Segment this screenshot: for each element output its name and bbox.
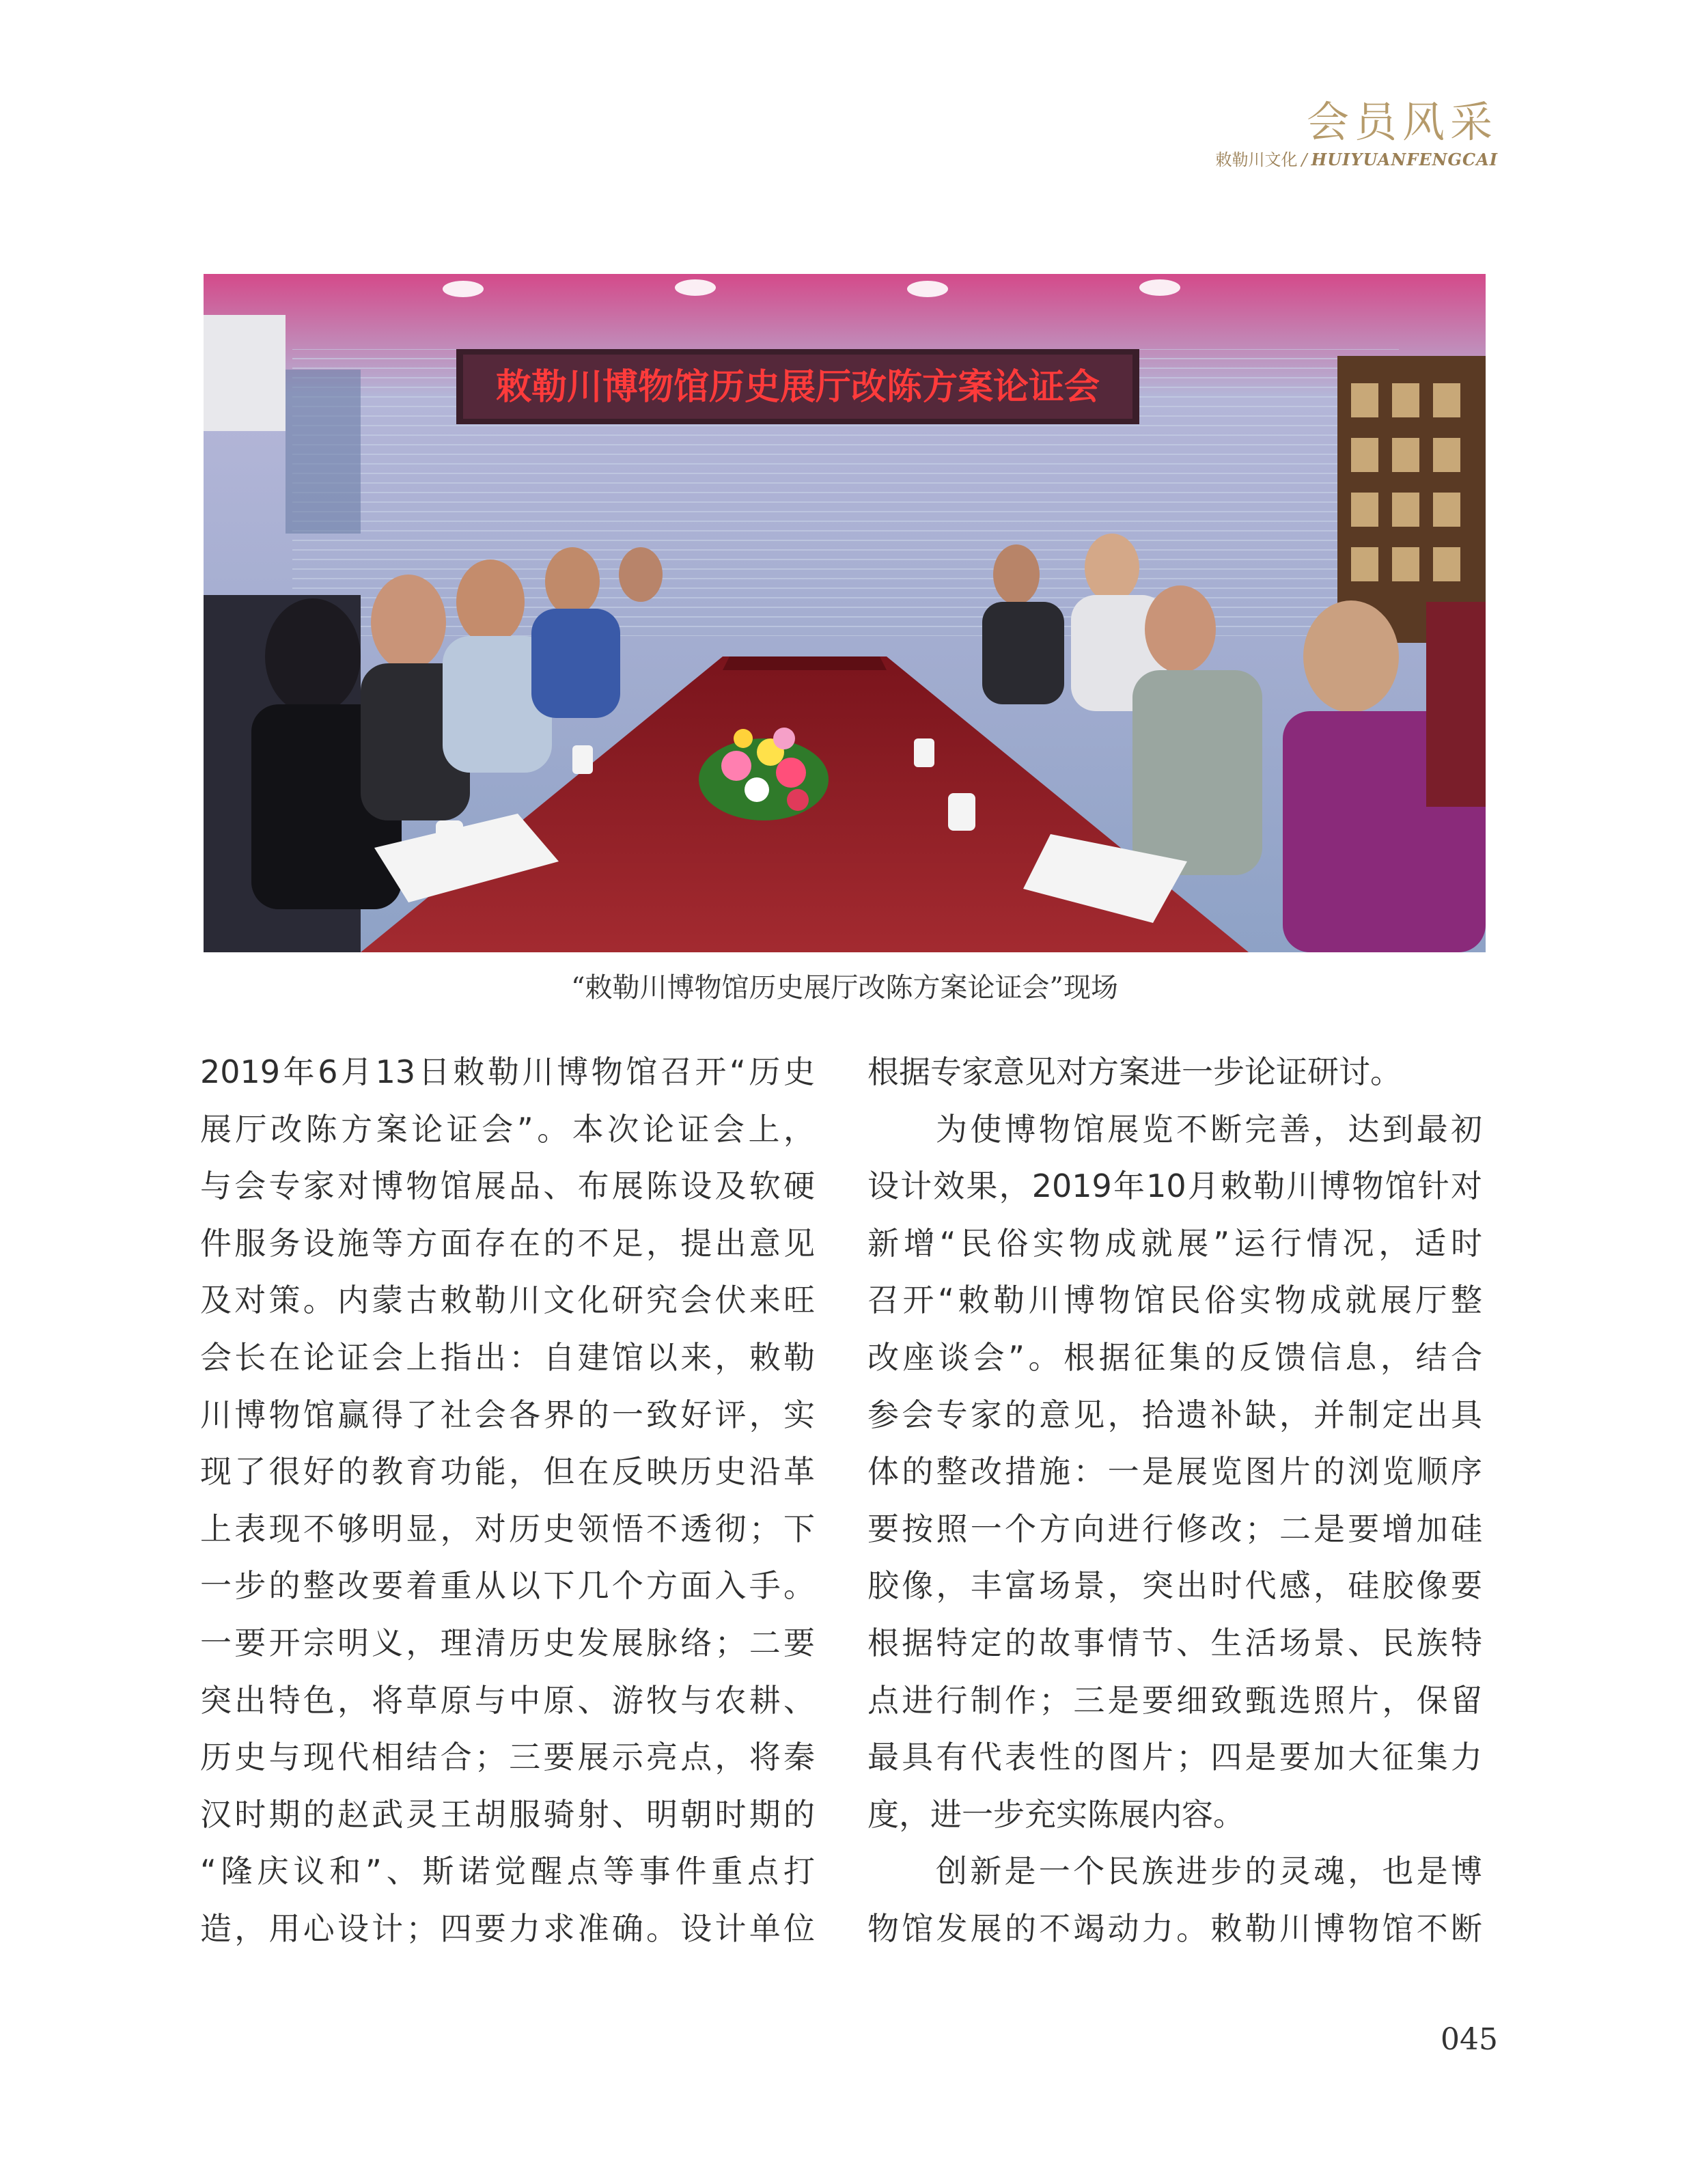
article-left-column <box>200 1044 815 1958</box>
article-line: 上表现不够明显，对历史领悟不透彻；下 <box>200 1510 815 1547</box>
meeting-photo <box>204 274 1486 952</box>
subtitle-separator: / <box>1301 150 1307 169</box>
article-line: 展厅改陈方案论证会”。本次论证会上， <box>200 1110 815 1148</box>
article-line: “隆庆议和”、斯诺觉醒点等事件重点打 <box>200 1853 815 1890</box>
article-line: 设计效果，2019年10月敕勒川博物馆针对 <box>867 1167 1482 1205</box>
article-line: 汉时期的赵武灵王胡服骑射、明朝时期的 <box>200 1795 815 1833</box>
article-right-column <box>867 1044 1482 1958</box>
article-line: 一步的整改要着重从以下几个方面入手。 <box>200 1567 815 1605</box>
banner-text: 敕勒川博物馆历史展厅改陈方案论证会 <box>495 367 1100 408</box>
article-line: 现了很好的教育功能，但在反映历史沿革 <box>200 1453 815 1491</box>
article-line: 胶像，丰富场景，突出时代感，硅胶像要 <box>867 1567 1482 1605</box>
page-number: 045 <box>1441 2022 1498 2057</box>
article-line: 根据特定的故事情节、生活场景、民族特 <box>867 1624 1482 1661</box>
article-line: 点进行制作；三是要细致甄选照片，保留 <box>867 1681 1482 1719</box>
article-line: 件服务设施等方面存在的不足，提出意见 <box>200 1224 815 1262</box>
article-line: 参会专家的意见，拾遗补缺，并制定出具 <box>867 1396 1482 1433</box>
article-line: 体的整改措施：一是展览图片的浏览顺序 <box>867 1453 1482 1491</box>
photo-caption: “敕勒川博物馆历史展厅改陈方案论证会”现场 <box>571 972 1118 1004</box>
article-line: 根据专家意见对方案进一步论证研讨。 <box>867 1053 1402 1090</box>
section-title: 会员风采 <box>1306 97 1498 147</box>
article-line: 2019年6月13日敕勒川博物馆召开“历史 <box>200 1053 815 1090</box>
article-line: 召开“敕勒川博物馆民俗实物成就展厅整 <box>867 1282 1482 1319</box>
article-line: 历史与现代相结合；三要展示亮点，将秦 <box>200 1739 815 1776</box>
article-line: 新增“民俗实物成就展”运行情况，适时 <box>867 1224 1482 1262</box>
meeting-photo-illustration <box>204 274 1486 952</box>
article-line: 物馆发展的不竭动力。敕勒川博物馆不断 <box>867 1909 1482 1947</box>
article-line: 一要开宗明义，理清历史发展脉络；二要 <box>200 1624 815 1661</box>
article-line: 与会专家对博物馆展品、布展陈设及软硬 <box>200 1167 815 1205</box>
section-subtitle <box>1215 152 1498 168</box>
article-paragraph-start: 创新是一个民族进步的灵魂，也是博 <box>936 1853 1482 1890</box>
article-line: 突出特色，将草原与中原、游牧与农耕、 <box>200 1681 815 1719</box>
article-line: 会长在论证会上指出：自建馆以来，敕勒 <box>200 1338 815 1376</box>
article-line: 及对策。内蒙古敕勒川文化研究会伏来旺 <box>200 1282 815 1319</box>
article-line: 川博物馆赢得了社会各界的一致好评，实 <box>200 1396 815 1433</box>
article-line: 要按照一个方向进行修改；二是要增加硅 <box>867 1510 1482 1547</box>
publication-name: 敕勒川文化 <box>1215 150 1298 169</box>
article-line: 最具有代表性的图片；四是要加大征集力 <box>867 1739 1482 1776</box>
article-line: 度，进一步充实陈展内容。 <box>867 1795 1245 1833</box>
section-latin: HUIYUANFENGCAI <box>1311 150 1498 169</box>
article-line: 改座谈会”。根据征集的反馈信息，结合 <box>867 1338 1482 1376</box>
article-line: 造，用心设计；四要力求准确。设计单位 <box>200 1909 815 1947</box>
article-paragraph-start: 为使博物馆展览不断完善，达到最初 <box>936 1110 1482 1148</box>
